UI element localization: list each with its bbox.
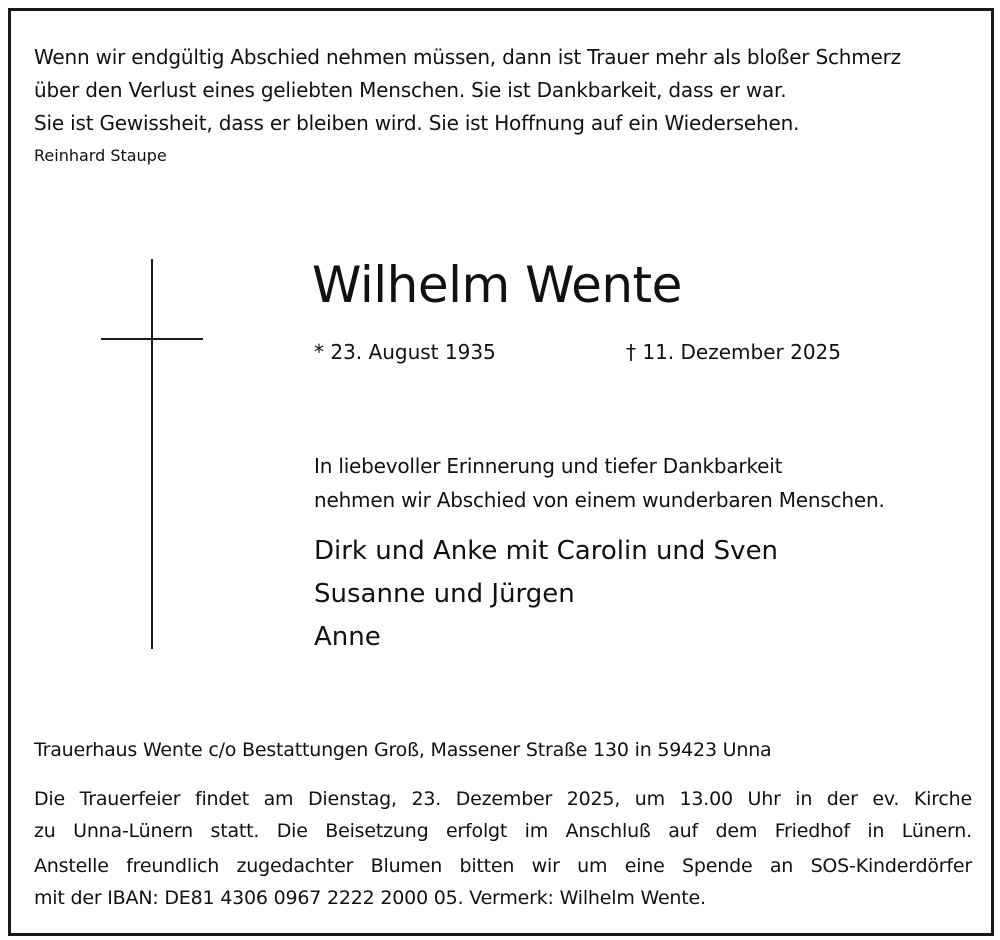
family-line: Dirk und Anke mit Carolin und Sven — [314, 536, 779, 566]
donation-line: mit der IBAN: DE81 4306 0967 2222 2000 05. Vermerk: Wilhelm Wente. — [34, 887, 706, 909]
cross-icon-bar — [101, 338, 203, 340]
donation-line: Anstelle freundlich zugedachter Blumen bitten wir um eine Spende an SOS-Kinderdörfer — [34, 855, 972, 877]
birth-date: * 23. August 1935 — [314, 340, 496, 364]
death-date: † 11. Dezember 2025 — [626, 340, 841, 364]
family-names — [314, 530, 778, 659]
family-line: Anne — [314, 622, 381, 652]
ceremony-line: Die Trauerfeier findet am Dienstag, 23. Dezember 2025, um 13.00 Uhr in der ev. Kirche — [34, 788, 972, 810]
family-line: Susanne und Jürgen — [314, 579, 575, 609]
quote-author: Reinhard Staupe — [34, 146, 167, 165]
deceased-name: Wilhelm Wente — [312, 256, 682, 314]
mourning-house-address: Trauerhaus Wente c/o Bestattungen Groß, Massener Straße 130 in 59423 Unna — [34, 739, 772, 761]
quote-line: über den Verlust eines geliebten Menschen. Sie ist Dankbarkeit, dass er war. — [34, 78, 787, 102]
memorial-line: nehmen wir Abschied von einem wunderbaren Menschen. — [314, 488, 885, 512]
ceremony-line: zu Unna-Lünern statt. Die Beisetzung erfolgt im Anschluß auf dem Friedhof in Lünern. — [34, 820, 972, 842]
memorial-text — [314, 449, 885, 517]
quote-line: Sie ist Gewissheit, dass er bleiben wird. Sie ist Hoffnung auf ein Wiedersehen. — [34, 111, 800, 135]
donation-info — [34, 850, 972, 914]
opening-quote — [34, 41, 979, 140]
quote-line: Wenn wir endgültig Abschied nehmen müssen, dann ist Trauer mehr als bloßer Schmerz — [34, 45, 901, 69]
cross-icon — [151, 259, 153, 649]
memorial-line: In liebevoller Erinnerung und tiefer Dankbarkeit — [314, 454, 783, 478]
ceremony-info — [34, 783, 972, 847]
